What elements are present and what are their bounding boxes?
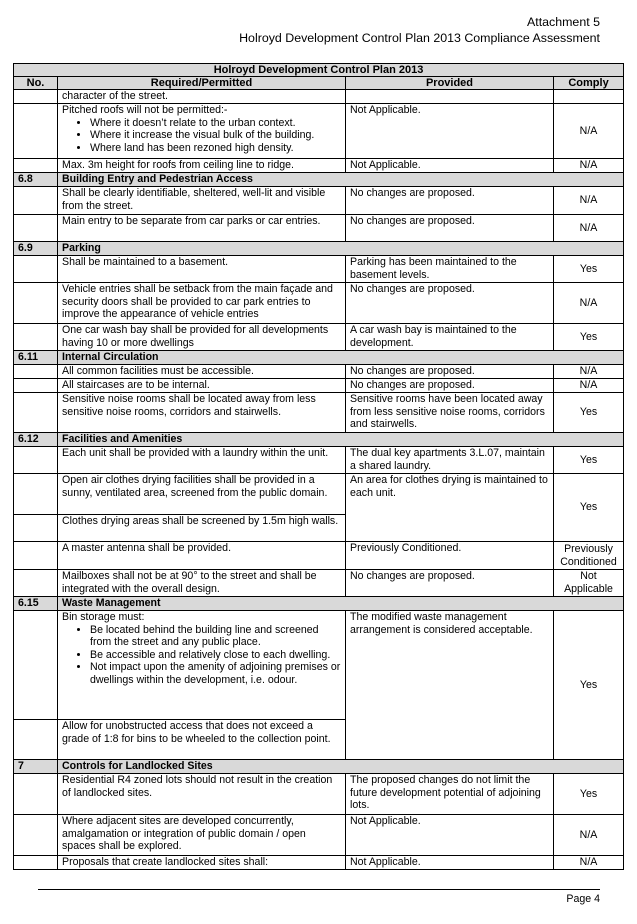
provided-cell: The dual key apartments 3.L.07, maintain a shared laundry. — [346, 447, 554, 474]
required-cell: Open air clothes drying facilities shall be provided in a sunny, ventilated area, screened from the public domain. — [58, 474, 346, 515]
section-row — [14, 597, 624, 611]
section-number: 6.8 — [14, 173, 58, 187]
provided-cell: No changes are proposed. — [346, 365, 554, 379]
provided-cell: No changes are proposed. — [346, 215, 554, 242]
comply-cell: N/A — [554, 283, 624, 324]
section-number: 7 — [14, 760, 58, 774]
required-cell: Mailboxes shall not be at 90° to the street and shall be integrated with the overall design. — [58, 570, 346, 597]
bullet-item: • Be accessible and relatively close to each dwelling. — [90, 649, 341, 662]
section-title: Building Entry and Pedestrian Access — [58, 173, 624, 187]
comply-cell: Previously Conditioned — [554, 542, 624, 570]
attachment-label: Attachment 5 — [526, 15, 600, 29]
section-title: Waste Management — [58, 597, 624, 611]
section-title: Controls for Landlocked Sites — [58, 760, 624, 774]
required-cell: Where adjacent sites are developed concurrently, amalgamation or integration of public domain / open spaces shall be explored. — [58, 815, 346, 856]
provided-cell: Sensitive rooms have been located away from less sensitive noise rooms, corridors and stairwells. — [346, 393, 554, 433]
section-number: 6.12 — [14, 433, 58, 447]
comply-cell: N/A — [554, 104, 624, 159]
required-cell: Clothes drying areas shall be screened by 1.5m high walls. — [58, 515, 346, 542]
bullet-item: • Not impact upon the amenity of adjoining premises or dwellings within the development, i.e. odour. — [90, 661, 341, 686]
required-text: Bin storage must: — [62, 611, 145, 623]
section-row — [14, 173, 624, 187]
table-row — [14, 474, 624, 515]
column-header-provided: Provided — [346, 77, 554, 90]
bullet-item: • Where land has been rezoned high density. — [90, 142, 341, 155]
footer-divider — [38, 889, 600, 890]
provided-cell: An area for clothes drying is maintained to each unit. — [346, 474, 554, 542]
provided-cell: No changes are proposed. — [346, 187, 554, 215]
required-cell: Vehicle entries shall be setback from the main façade and security doors shall be provided to car park entries to improve the appearance of vehicle entries — [58, 283, 346, 324]
section-number: 6.11 — [14, 351, 58, 365]
section-row — [14, 433, 624, 447]
table-row — [14, 542, 624, 570]
comply-cell: Yes — [554, 256, 624, 283]
table-row — [14, 447, 624, 474]
table-row — [14, 104, 624, 159]
required-cell: Shall be maintained to a basement. — [58, 256, 346, 283]
provided-cell: Not Applicable. — [346, 159, 554, 173]
document-title: Holroyd Development Control Plan 2013 Compliance Assessment — [239, 31, 600, 45]
required-cell: Allow for unobstructed access that does not exceed a grade of 1:8 for bins to be wheeled to the collection point. — [58, 720, 346, 760]
required-cell: Proposals that create landlocked sites shall: — [58, 856, 346, 870]
section-title: Internal Circulation — [58, 351, 624, 365]
section-number: 6.9 — [14, 242, 58, 256]
table-row — [14, 570, 624, 597]
provided-cell: The proposed changes do not limit the future development potential of adjoining lots. — [346, 774, 554, 815]
table-row — [14, 611, 624, 720]
required-cell — [58, 104, 346, 159]
page-header — [239, 14, 600, 46]
required-cell: character of the street. — [58, 90, 346, 104]
required-cell: All staircases are to be internal. — [58, 379, 346, 393]
provided-cell: No changes are proposed. — [346, 283, 554, 324]
required-cell: Residential R4 zoned lots should not result in the creation of landlocked sites. — [58, 774, 346, 815]
table-title: Holroyd Development Control Plan 2013 — [14, 64, 624, 77]
section-row — [14, 242, 624, 256]
provided-cell: Parking has been maintained to the basement levels. — [346, 256, 554, 283]
comply-cell: N/A — [554, 159, 624, 173]
provided-cell: Not Applicable. — [346, 815, 554, 856]
bullet-list — [62, 624, 341, 687]
required-cell: A master antenna shall be provided. — [58, 542, 346, 570]
required-cell: Max. 3m height for roofs from ceiling line to ridge. — [58, 159, 346, 173]
bullet-item: • Where it doesn’t relate to the urban context. — [90, 117, 341, 130]
provided-cell: No changes are proposed. — [346, 379, 554, 393]
bullet-item: • Where it increase the visual bulk of the building. — [90, 129, 341, 142]
required-cell: One car wash bay shall be provided for all developments having 10 or more dwellings — [58, 324, 346, 351]
comply-cell: Yes — [554, 393, 624, 433]
table-row — [14, 365, 624, 379]
bullet-list — [62, 117, 341, 155]
section-title: Facilities and Amenities — [58, 433, 624, 447]
compliance-table — [13, 63, 624, 870]
required-cell: All common facilities must be accessible. — [58, 365, 346, 379]
comply-cell: N/A — [554, 365, 624, 379]
required-text: Pitched roofs will not be permitted:- — [62, 104, 228, 116]
provided-cell: Not Applicable. — [346, 104, 554, 159]
comply-cell: Yes — [554, 474, 624, 542]
table-row — [14, 379, 624, 393]
provided-cell: The modified waste management arrangement is considered acceptable. — [346, 611, 554, 760]
required-cell: Each unit shall be provided with a laundry within the unit. — [58, 447, 346, 474]
provided-cell: No changes are proposed. — [346, 570, 554, 597]
required-cell: Sensitive noise rooms shall be located away from less sensitive noise rooms, corridors and stairwells. — [58, 393, 346, 433]
table-row — [14, 159, 624, 173]
comply-cell: Yes — [554, 447, 624, 474]
table-row — [14, 187, 624, 215]
section-row — [14, 351, 624, 365]
provided-cell: Previously Conditioned. — [346, 542, 554, 570]
comply-cell: N/A — [554, 856, 624, 870]
provided-cell: A car wash bay is maintained to the development. — [346, 324, 554, 351]
table-row — [14, 856, 624, 870]
table-row — [14, 393, 624, 433]
required-cell — [58, 611, 346, 720]
comply-cell: N/A — [554, 815, 624, 856]
table-row — [14, 283, 624, 324]
column-header-required: Required/Permitted — [58, 77, 346, 90]
section-number: 6.15 — [14, 597, 58, 611]
table-row — [14, 324, 624, 351]
page-number: Page 4 — [566, 893, 600, 905]
table-row — [14, 774, 624, 815]
table-row — [14, 256, 624, 283]
comply-cell: Yes — [554, 324, 624, 351]
provided-cell: Not Applicable. — [346, 856, 554, 870]
comply-cell: Yes — [554, 774, 624, 815]
section-title: Parking — [58, 242, 624, 256]
comply-cell: N/A — [554, 187, 624, 215]
table-row — [14, 815, 624, 856]
column-header-comply: Comply — [554, 77, 624, 90]
section-row — [14, 760, 624, 774]
column-header-no: No. — [14, 77, 58, 90]
required-cell: Shall be clearly identifiable, sheltered, well-lit and visible from the street. — [58, 187, 346, 215]
table-row — [14, 90, 624, 104]
table-row — [14, 215, 624, 242]
comply-cell: Not Applicable — [554, 570, 624, 597]
comply-cell: N/A — [554, 379, 624, 393]
comply-cell: N/A — [554, 215, 624, 242]
bullet-item: • Be located behind the building line and screened from the street and any public place. — [90, 624, 341, 649]
required-cell: Main entry to be separate from car parks or car entries. — [58, 215, 346, 242]
comply-cell: Yes — [554, 611, 624, 760]
